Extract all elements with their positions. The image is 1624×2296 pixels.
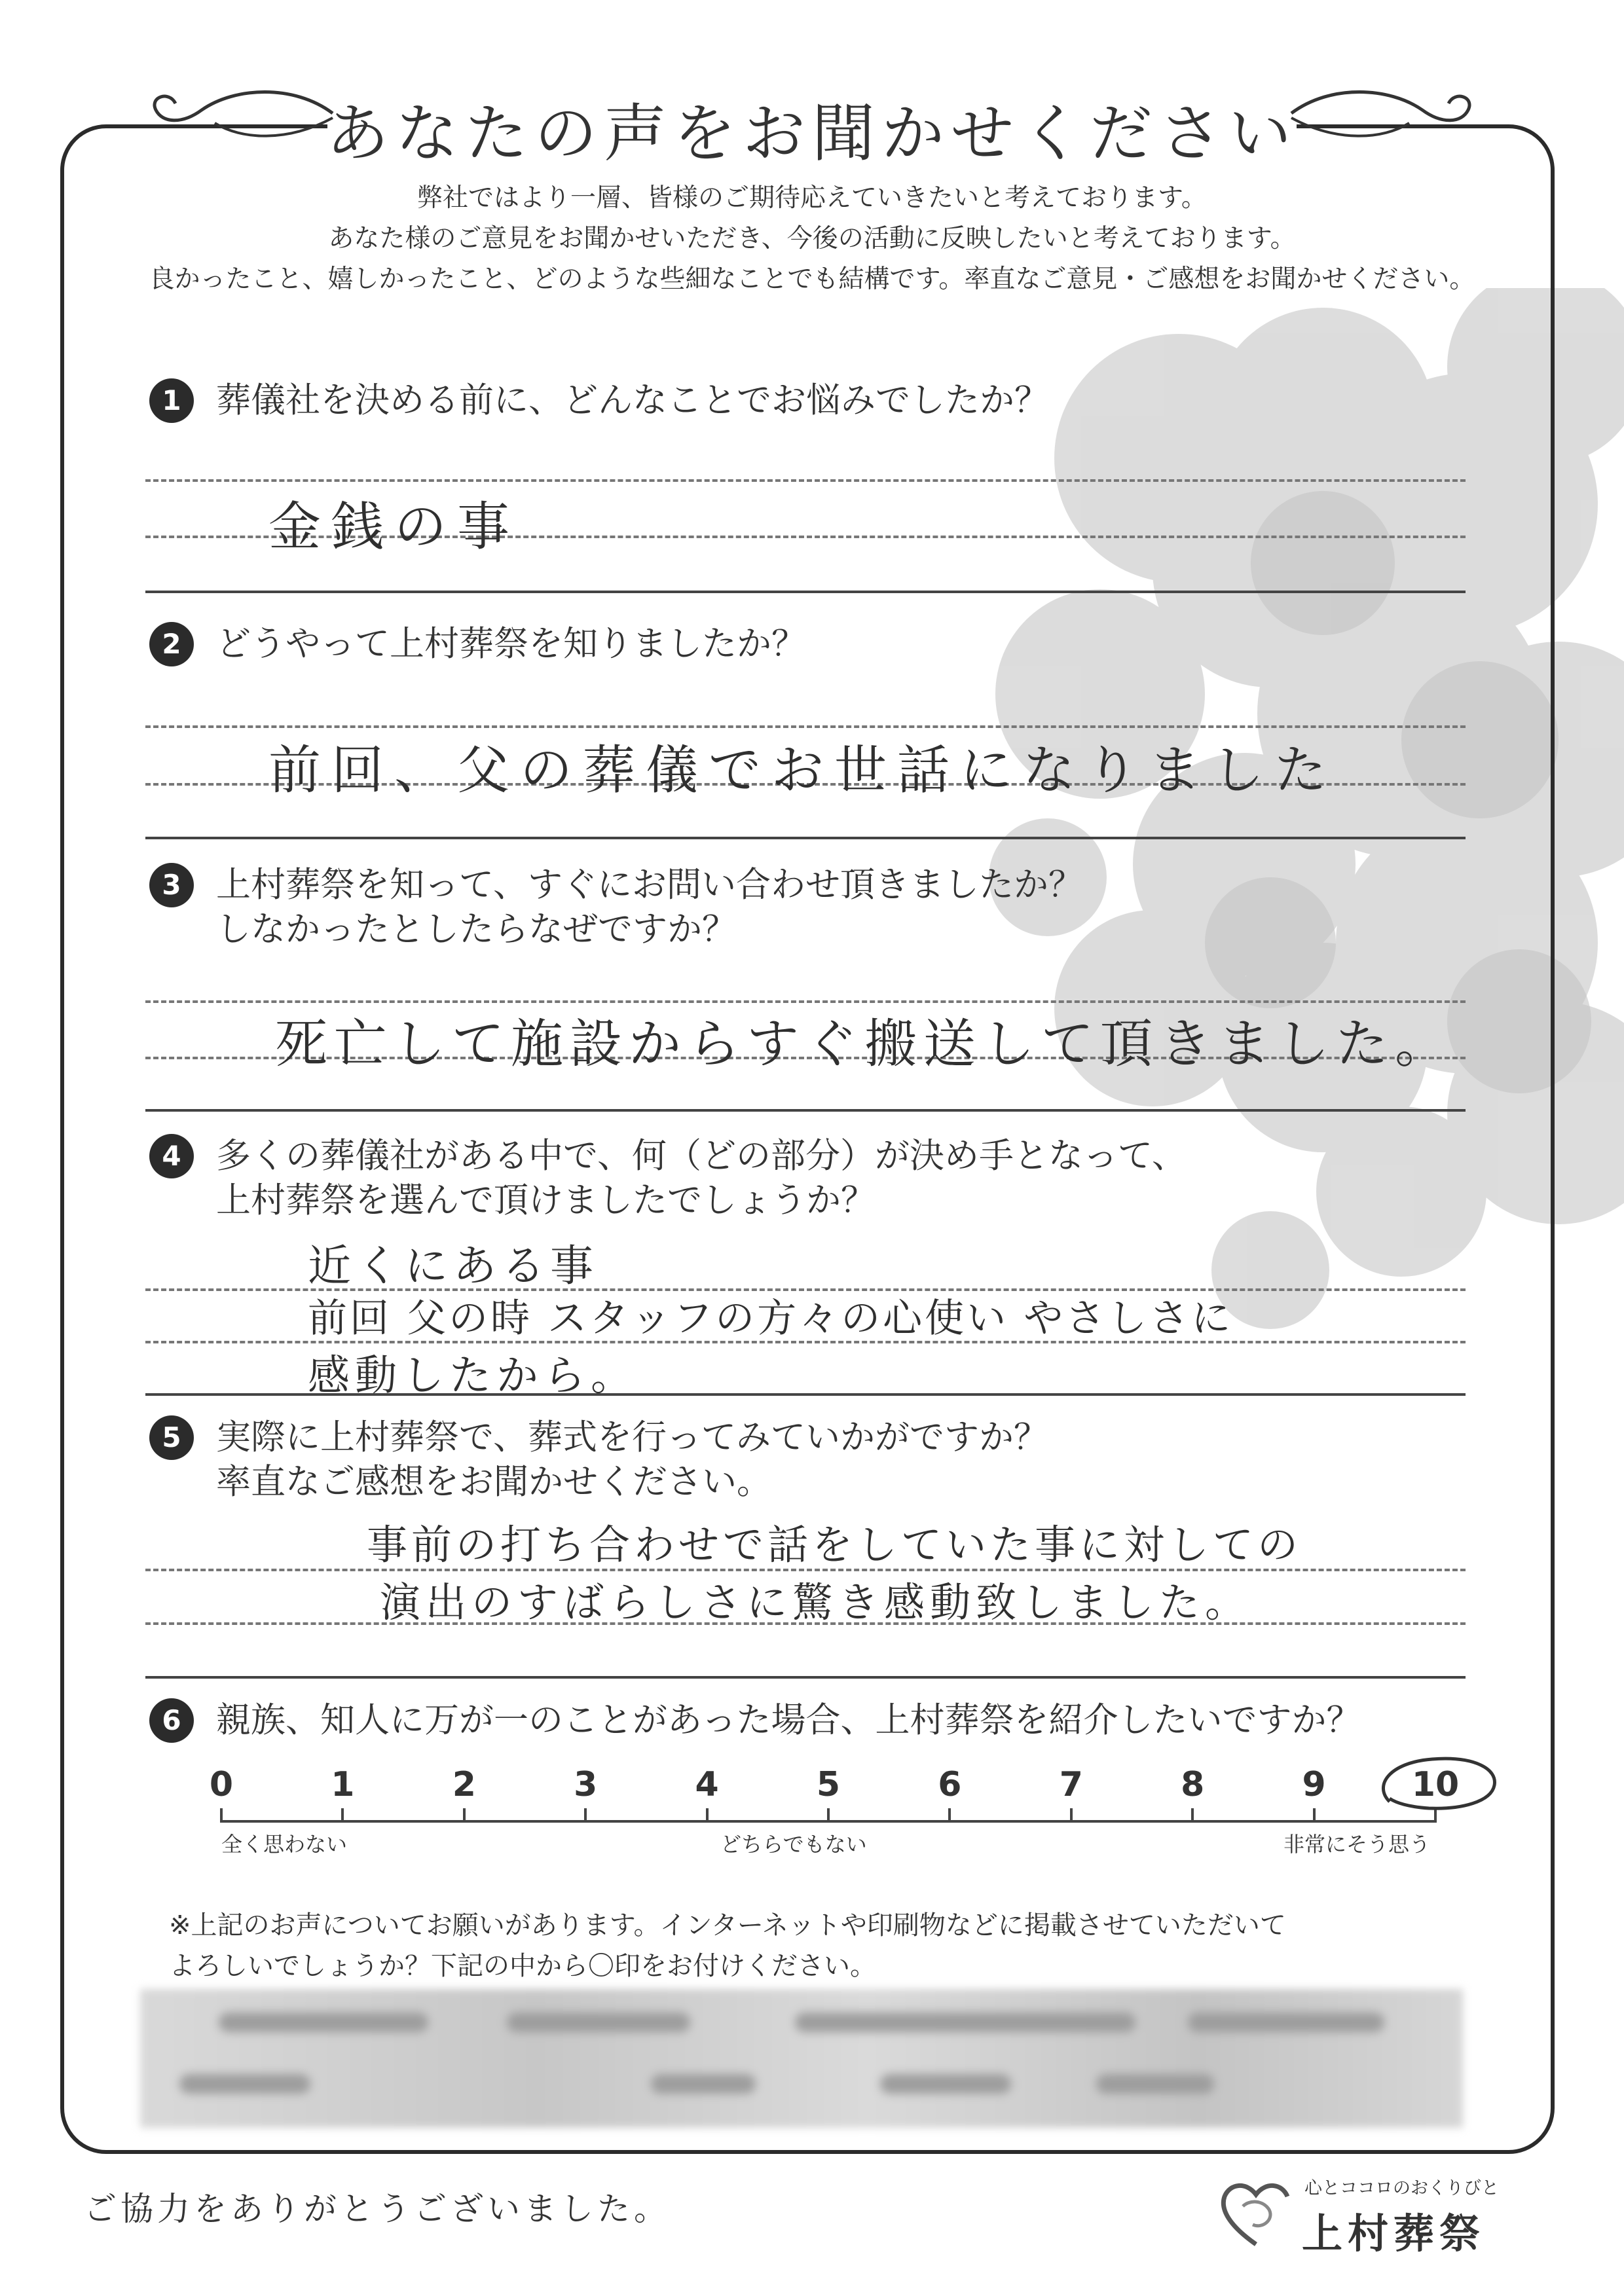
question-line: 親族、知人に万が一のことがあった場合、上村葬祭を紹介したいですか？ <box>216 1700 1361 1740</box>
answer-handwriting-5b: 演出のすばらしさに驚き感動致しました。 <box>380 1578 1251 1626</box>
scale-label-mid: どちらでもない <box>720 1832 867 1857</box>
scale-tick <box>706 1808 709 1823</box>
scale-tick <box>827 1808 830 1823</box>
scale-number: 2 <box>452 1765 476 1804</box>
question-1 <box>149 378 1049 423</box>
section-divider <box>145 837 1466 839</box>
question-line: 上村葬祭を選んで頂けましたでしょうか？ <box>216 1180 876 1220</box>
answer-handwriting-5a: 事前の打ち合わせで話をしていた事に対しての <box>367 1521 1302 1569</box>
section-divider <box>145 1109 1466 1112</box>
question-text <box>216 1415 1048 1504</box>
intro-line: あなた様のご意見をお聞かせいただき、今後の活動に反映したいと考えております。 <box>328 224 1296 253</box>
thanks-message: ご協力をありがとうございました。 <box>84 2190 671 2228</box>
note-line: ※上記のお声についてお願いがあります。インターネットや印刷物などに掲載させていただいて <box>169 1910 1286 1941</box>
question-number-badge: 6 <box>149 1698 194 1743</box>
intro-line: 弊社ではより一層、皆様のご期待応えていきたいと考えております。 <box>417 183 1207 213</box>
answer-handwriting-4c: 感動したから。 <box>308 1352 638 1400</box>
scale-number: 7 <box>1059 1765 1083 1804</box>
question-6 <box>149 1698 1361 1743</box>
scale-number: 3 <box>574 1765 598 1804</box>
scale-tick <box>463 1808 466 1823</box>
question-line: どうやって上村葬祭を知りましたか？ <box>216 624 806 664</box>
scale-label-low: 全く思わない <box>221 1832 348 1857</box>
question-line: 上村葬祭を知って、すぐにお問い合わせ頂きましたか？ <box>216 865 1083 905</box>
intro-text <box>0 178 1624 300</box>
blurred-consent-area <box>140 1989 1463 2128</box>
question-line: 多くの葬儀社がある中で、何（どの部分）が決め手となって、 <box>216 1136 1187 1176</box>
question-number-badge: 4 <box>149 1134 194 1178</box>
question-2 <box>149 622 806 666</box>
scale-tick <box>220 1808 223 1823</box>
answer-handwriting-4b: 前回 父の時 スタッフの方々の心使い やさしさに <box>308 1296 1234 1341</box>
question-line: 率直なご感想をお聞かせください。 <box>216 1462 771 1502</box>
question-5 <box>149 1415 1048 1504</box>
question-text <box>216 1698 1361 1743</box>
intro-line: 良かったこと、嬉しかったこと、どのような些細なことでも結構です。率直なご意見・ご感想をお聞かせください。 <box>149 264 1475 294</box>
question-3 <box>149 863 1083 952</box>
section-divider <box>145 1676 1466 1679</box>
logo-name: 上村葬祭 <box>1302 2210 1486 2257</box>
scale-label-high: 非常にそう思う <box>1283 1832 1431 1857</box>
publication-note <box>169 1905 1286 1986</box>
question-4 <box>149 1134 1187 1223</box>
logo-tagline: 心とココロのおくりびと <box>1304 2178 1499 2198</box>
scale-number: 1 <box>331 1765 355 1804</box>
section-divider <box>145 591 1466 593</box>
question-text <box>216 1134 1187 1223</box>
question-text <box>216 863 1083 952</box>
question-line: 実際に上村葬祭で、葬式を行ってみていかがですか？ <box>216 1417 1048 1457</box>
note-line: よろしいでしょうか？下記の中から〇印をお付けください。 <box>169 1951 876 1981</box>
scale-number: 8 <box>1181 1765 1205 1804</box>
question-line: 葬儀社を決める前に、どんなことでお悩みでしたか？ <box>216 380 1049 420</box>
scale-number: 6 <box>938 1765 962 1804</box>
scale-tick <box>341 1808 344 1823</box>
scale-tick <box>1191 1808 1194 1823</box>
scale-number: 5 <box>816 1765 841 1804</box>
question-text <box>216 622 806 666</box>
scale-number: 0 <box>209 1765 234 1804</box>
answer-handwriting-3: 死亡して施設からすぐ搬送して頂きました。 <box>275 1013 1454 1074</box>
question-line: しなかったとしたらなぜですか？ <box>216 909 737 949</box>
answer-line <box>145 479 1466 482</box>
scale-tick <box>1313 1808 1316 1823</box>
question-text <box>216 378 1049 423</box>
question-number-badge: 1 <box>149 378 194 423</box>
scale-tick <box>948 1808 951 1823</box>
question-number-badge: 2 <box>149 622 194 666</box>
scale-tick <box>584 1808 587 1823</box>
heart-logo-icon <box>1217 2174 1295 2252</box>
answer-handwriting-1: 金銭の事 <box>268 496 520 557</box>
scale-tick <box>1070 1808 1073 1823</box>
scale-number: 10 <box>1411 1765 1460 1804</box>
scale-number: 9 <box>1302 1765 1326 1804</box>
answer-handwriting-4a: 近くにある事 <box>308 1241 599 1291</box>
question-number-badge: 3 <box>149 863 194 907</box>
question-number-badge: 5 <box>149 1415 194 1460</box>
selected-rating-circle-icon <box>1370 1749 1501 1815</box>
scale-number: 4 <box>695 1765 719 1804</box>
page-title: あなたの声をお聞かせください <box>326 97 1298 170</box>
answer-handwriting-2: 前回、父の葬儀でお世話になりました <box>268 740 1337 801</box>
